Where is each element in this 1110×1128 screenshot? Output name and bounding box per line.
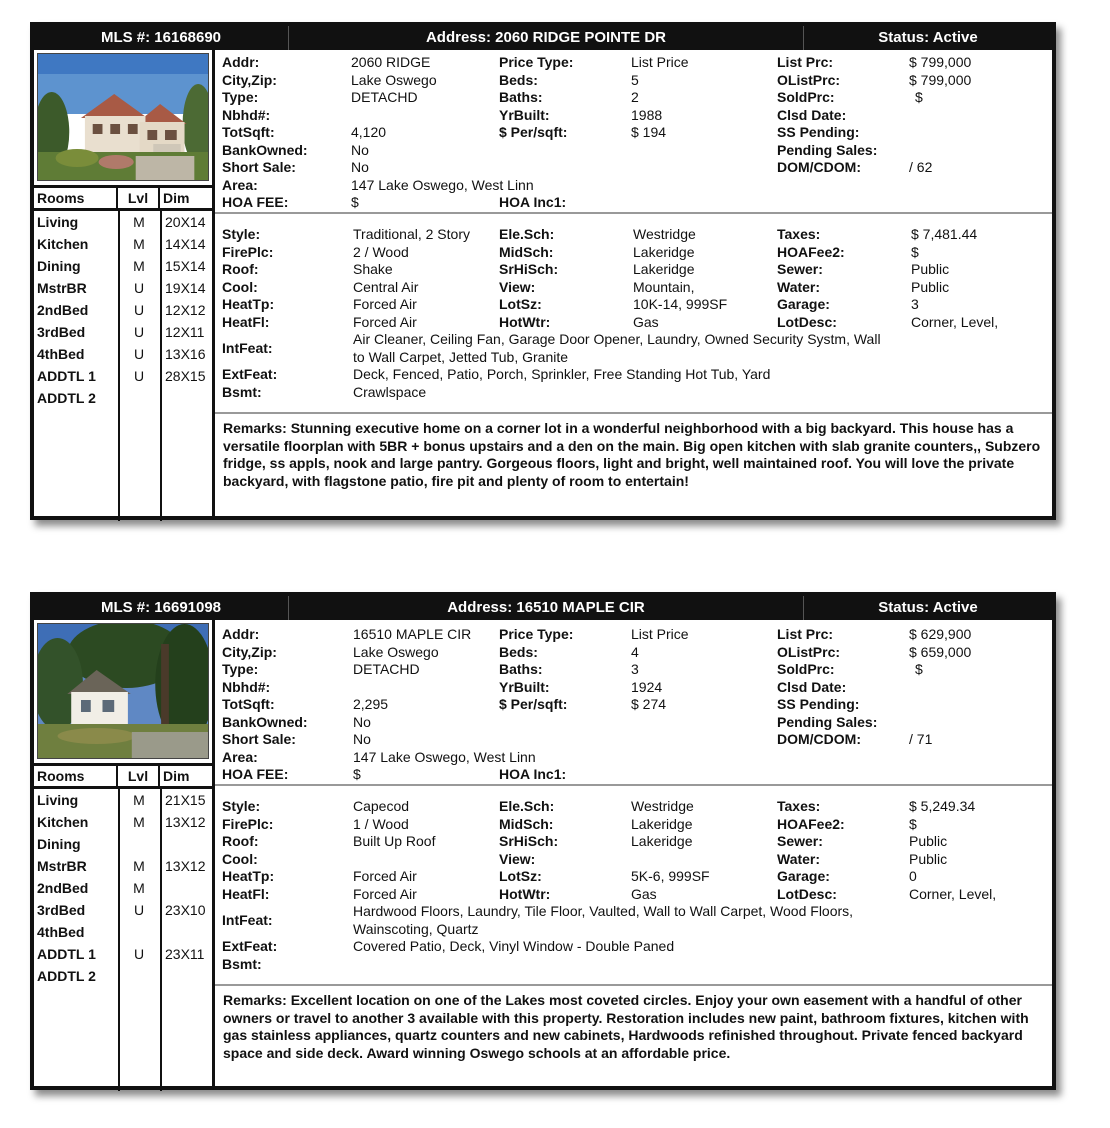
- room-dim: 23X10: [165, 902, 206, 918]
- field-value: No: [351, 141, 369, 158]
- room-row: [34, 299, 212, 321]
- field-label: Type:: [222, 661, 259, 677]
- room-level: [118, 965, 160, 987]
- field-value: $: [351, 194, 359, 210]
- field-value: Lakeridge: [631, 815, 693, 832]
- field-label: ExtFeat:: [222, 366, 278, 382]
- field-label: HeatTp:: [222, 868, 275, 884]
- field-label: DOM/CDOM:: [777, 159, 861, 175]
- remarks-text: Remarks: Excellent location on one of the Lakes most coveted circles. Enjoy your own easement with a handful of other owners or travel to another 3 available with this property. Restoration includes new paint, bathroom fixtures, kitchen with gas stainless appliances, quartz counters and new cabinets, Hardwoods refinished throughout. Private fenced backyard space and side deck. Award winning Oswego schools at an affordable price.: [223, 992, 1029, 1061]
- field-label: View:: [499, 850, 536, 867]
- room-row: [34, 921, 212, 943]
- room-level: U: [133, 280, 145, 296]
- listing-address: Address: 16510 MAPLE CIR: [289, 596, 804, 620]
- field-label: Garage:: [777, 868, 830, 884]
- field-value: Built Up Roof: [353, 833, 436, 849]
- field-label: Sewer:: [777, 261, 823, 277]
- field-value: $: [915, 661, 923, 677]
- field-label: IntFeat:: [222, 912, 273, 928]
- field-value: $ 799,000: [909, 71, 972, 88]
- remarks-text: Remarks: Stunning executive home on a corner lot in a wonderful neighborhood with a big backyard. This house has a versatile floorplan with 5BR + bonus upstairs and a den on the main. Big open kitchen with slab granite counters,, Subzero fridge, ss appls, nook and large pantry. Gorgeous floors, light and bright, well maintained roof. You will love the private backyard, with flagstone patio, fire pit and plenty of room to entertain!: [223, 420, 1041, 489]
- field-label: Water:: [777, 850, 821, 867]
- field-label: Style:: [222, 798, 261, 814]
- field-label: Pending Sales:: [777, 713, 878, 730]
- field-label: OListPrc:: [777, 643, 841, 660]
- field-value: DETACHD: [353, 661, 420, 677]
- field-value: Corner, Level,: [911, 313, 999, 330]
- field-value: $ 629,900: [909, 626, 972, 642]
- field-value: 4: [631, 643, 639, 660]
- field-label: YrBuilt:: [499, 106, 550, 123]
- room-name: ADDTL 1: [37, 368, 96, 384]
- room-name: ADDTL 2: [37, 390, 96, 406]
- field-value: Lakeridge: [633, 243, 695, 260]
- field-label: Beds:: [499, 643, 538, 660]
- rooms-table: [34, 211, 212, 521]
- field-label: YrBuilt:: [499, 678, 550, 695]
- field-label: HeatTp:: [222, 296, 275, 312]
- room-name: Dining: [37, 258, 81, 274]
- field-value: 5: [631, 71, 639, 88]
- room-name: Dining: [37, 836, 81, 852]
- mls-number: MLS #: 16168690: [34, 26, 289, 50]
- field-label: Style:: [222, 226, 261, 242]
- room-row: [34, 343, 212, 365]
- room-dim: 12X12: [165, 302, 206, 318]
- field-label: FirePlc:: [222, 815, 274, 832]
- rooms-col-header: Rooms: [34, 766, 118, 786]
- field-label: SrHiSch:: [499, 833, 559, 849]
- room-row: [34, 899, 212, 921]
- field-label: Price Type:: [499, 54, 574, 70]
- field-value: 147 Lake Oswego, West Linn: [351, 176, 534, 193]
- field-label: LotSz:: [499, 296, 542, 312]
- field-label: FirePlc:: [222, 243, 274, 260]
- field-label: TotSqft:: [222, 124, 275, 140]
- field-label: HeatFl:: [222, 885, 270, 902]
- field-value: Hardwood Floors, Laundry, Tile Floor, Vaulted, Wall to Wall Carpet, Wood Floors,: [353, 903, 854, 919]
- room-name: Living: [37, 792, 79, 808]
- room-level: M: [133, 858, 145, 874]
- field-label: DOM/CDOM:: [777, 731, 861, 747]
- field-value: $ 659,000: [909, 643, 972, 660]
- field-value: / 71: [909, 731, 933, 747]
- field-value: Forced Air: [353, 313, 417, 330]
- room-level: M: [133, 236, 145, 252]
- field-label: Cool:: [222, 850, 258, 867]
- room-row: [34, 255, 212, 277]
- field-value: 10K-14, 999SF: [633, 296, 728, 312]
- room-row: [34, 855, 212, 877]
- room-level: [118, 387, 160, 409]
- field-value: $: [915, 89, 923, 105]
- field-value: List Price: [631, 54, 689, 70]
- field-label: Addr:: [222, 626, 260, 642]
- field-label: Beds:: [499, 71, 538, 88]
- field-label: Ele.Sch:: [499, 226, 555, 242]
- field-value: Covered Patio, Deck, Vinyl Window - Double Paned: [353, 938, 675, 954]
- field-label: SS Pending:: [777, 124, 860, 140]
- field-label: LotDesc:: [777, 885, 837, 902]
- field-label: OListPrc:: [777, 71, 841, 88]
- field-value: 2,295: [353, 696, 389, 712]
- field-value: 5K-6, 999SF: [631, 868, 710, 884]
- field-label: MidSch:: [499, 815, 554, 832]
- field-label: $ Per/sqft:: [499, 124, 568, 140]
- field-value: List Price: [631, 626, 689, 642]
- field-label: LotDesc:: [777, 313, 837, 330]
- field-value: 16510 MAPLE CIR: [353, 626, 472, 642]
- field-value: 3: [911, 296, 919, 312]
- field-label: HOAFee2:: [777, 243, 845, 260]
- room-dim: 12X11: [165, 324, 205, 340]
- field-value: 1988: [631, 106, 663, 123]
- room-name: 4thBed: [37, 924, 85, 940]
- field-value: Gas: [631, 885, 657, 902]
- listing-address: Address: 2060 RIDGE POINTE DR: [289, 26, 804, 50]
- field-label: MidSch:: [499, 243, 554, 260]
- room-row: [34, 365, 212, 387]
- room-level: [118, 921, 160, 943]
- field-value: $ 7,481.44: [911, 226, 978, 242]
- field-value: Lakeridge: [631, 833, 693, 849]
- room-row: [34, 943, 212, 965]
- field-label: Garage:: [777, 296, 830, 312]
- field-label: HOAFee2:: [777, 815, 845, 832]
- field-value: 2 / Wood: [353, 243, 409, 260]
- room-row: [34, 965, 212, 987]
- field-value: Capecod: [353, 798, 410, 814]
- field-value: 3: [631, 661, 639, 677]
- room-row: [34, 233, 212, 255]
- field-value: / 62: [909, 159, 933, 175]
- field-value: $: [911, 243, 919, 260]
- field-value: to Wall Carpet, Jetted Tub, Granite: [353, 348, 569, 365]
- room-name: ADDTL 1: [37, 946, 96, 962]
- house-photo[interactable]: [37, 53, 209, 181]
- room-level: U: [133, 368, 145, 384]
- room-dim: 13X16: [165, 346, 206, 362]
- field-label: List Prc:: [777, 626, 834, 642]
- field-label: Area:: [222, 748, 258, 765]
- listing-header: [34, 596, 1052, 620]
- room-row: [34, 321, 212, 343]
- room-name: Kitchen: [37, 814, 89, 830]
- room-name: Kitchen: [37, 236, 89, 252]
- room-name: 3rdBed: [37, 902, 86, 918]
- room-level: U: [133, 902, 145, 918]
- room-dim: 14X14: [165, 236, 206, 252]
- field-value: Forced Air: [353, 296, 417, 312]
- field-value: Central Air: [353, 278, 419, 295]
- room-row: [34, 811, 212, 833]
- field-label: Area:: [222, 176, 258, 193]
- field-value: Westridge: [631, 798, 694, 814]
- field-value: Wainscoting, Quartz: [353, 920, 479, 937]
- room-dim: 21X15: [165, 792, 206, 808]
- field-label: City,Zip:: [222, 71, 277, 88]
- room-dim: 20X14: [165, 214, 206, 230]
- field-value: Traditional, 2 Story: [353, 226, 470, 242]
- field-value: 2: [631, 89, 639, 105]
- room-name: 2ndBed: [37, 880, 89, 896]
- lvl-col-header: Lvl: [118, 766, 160, 786]
- summary-section: [215, 50, 1052, 214]
- field-value: No: [351, 159, 369, 175]
- field-value: 147 Lake Oswego, West Linn: [353, 748, 536, 765]
- mls-number: MLS #: 16691098: [34, 596, 289, 620]
- room-level: U: [133, 346, 145, 362]
- field-label: Baths:: [499, 89, 543, 105]
- room-level: U: [133, 946, 145, 962]
- room-name: MstrBR: [37, 280, 87, 296]
- room-row: [34, 277, 212, 299]
- field-value: DETACHD: [351, 89, 418, 105]
- field-value: 1924: [631, 678, 663, 695]
- field-value: 0: [909, 868, 917, 884]
- field-value: $ 5,249.34: [909, 798, 976, 814]
- rooms-table-header: [34, 763, 212, 789]
- field-label: Clsd Date:: [777, 106, 847, 123]
- field-label: SoldPrc:: [777, 661, 835, 677]
- field-label: SS Pending:: [777, 696, 860, 712]
- field-value: Westridge: [633, 226, 696, 242]
- field-label: $ Per/sqft:: [499, 696, 568, 712]
- lvl-col-header: Lvl: [118, 188, 160, 208]
- field-label: Water:: [777, 278, 821, 295]
- field-label: HOA FEE:: [222, 766, 289, 782]
- field-label: Addr:: [222, 54, 260, 70]
- room-level: [118, 833, 160, 855]
- room-level: U: [133, 324, 145, 340]
- room-level: M: [133, 214, 145, 230]
- field-label: Baths:: [499, 661, 543, 677]
- field-label: City,Zip:: [222, 643, 277, 660]
- room-dim: 13X12: [165, 814, 206, 830]
- field-value: Crawlspace: [353, 383, 427, 400]
- room-dim: 28X15: [165, 368, 206, 384]
- field-value: $ 799,000: [909, 54, 972, 70]
- features-section: [215, 214, 1052, 414]
- room-dim: 13X12: [165, 858, 206, 874]
- field-value: $: [353, 766, 361, 782]
- field-value: Shake: [353, 261, 393, 277]
- field-value: Public: [909, 850, 948, 867]
- field-label: SrHiSch:: [499, 261, 559, 277]
- field-label: HotWtr:: [499, 313, 551, 330]
- field-value: $: [909, 815, 917, 832]
- field-label: HOA FEE:: [222, 194, 289, 210]
- room-dim: [160, 965, 212, 987]
- rooms-col-header: Rooms: [34, 188, 118, 208]
- room-name: Living: [37, 214, 79, 230]
- features-section: [215, 786, 1052, 986]
- room-dim: 19X14: [165, 280, 206, 296]
- room-row: [34, 833, 212, 855]
- field-value: Corner, Level,: [909, 885, 997, 902]
- field-value: No: [353, 713, 371, 730]
- room-level: U: [133, 302, 145, 318]
- dim-col-header: Dim: [163, 190, 190, 206]
- field-label: Bsmt:: [222, 955, 262, 972]
- field-value: Public: [909, 833, 948, 849]
- summary-section: [215, 620, 1052, 786]
- field-value: 1 / Wood: [353, 815, 409, 832]
- dim-col-header: Dim: [163, 768, 190, 784]
- rooms-table: [34, 789, 212, 1091]
- listing-card: [30, 592, 1056, 1090]
- room-dim: [160, 921, 212, 943]
- field-label: Roof:: [222, 833, 259, 849]
- field-label: Short Sale:: [222, 731, 296, 747]
- field-label: TotSqft:: [222, 696, 275, 712]
- field-label: Nbhd#:: [222, 106, 271, 123]
- field-label: HOA Inc1:: [499, 766, 567, 782]
- room-name: 4thBed: [37, 346, 85, 362]
- room-row: [34, 877, 212, 899]
- room-row: [34, 211, 212, 233]
- room-level: M: [133, 792, 145, 808]
- room-dim: [160, 833, 212, 855]
- field-label: Type:: [222, 89, 259, 105]
- field-label: List Prc:: [777, 54, 834, 70]
- room-dim: 23X11: [165, 946, 205, 962]
- field-label: ExtFeat:: [222, 938, 278, 954]
- field-label: SoldPrc:: [777, 89, 835, 105]
- field-value: Public: [911, 278, 950, 295]
- room-level: M: [133, 258, 145, 274]
- listing-status: Status: Active: [878, 599, 978, 616]
- field-label: Taxes:: [777, 798, 821, 814]
- room-name: 2ndBed: [37, 302, 89, 318]
- details-column: [215, 50, 1052, 516]
- room-dim: [160, 387, 212, 409]
- field-label: HeatFl:: [222, 313, 270, 330]
- field-value: Mountain,: [633, 278, 695, 295]
- field-label: View:: [499, 278, 536, 295]
- field-label: Short Sale:: [222, 159, 296, 175]
- field-label: Price Type:: [499, 626, 574, 642]
- field-value: No: [353, 731, 371, 747]
- room-row: [34, 789, 212, 811]
- details-column: [215, 620, 1052, 1086]
- room-name: 3rdBed: [37, 324, 86, 340]
- field-value: $ 194: [631, 124, 667, 140]
- house-photo[interactable]: [37, 623, 209, 759]
- room-dim: 15X14: [165, 258, 206, 274]
- field-label: HOA Inc1:: [499, 194, 567, 210]
- field-label: Pending Sales:: [777, 141, 878, 158]
- field-value: 2060 RIDGE: [351, 54, 431, 70]
- field-label: Roof:: [222, 261, 259, 277]
- field-label: Clsd Date:: [777, 678, 847, 695]
- field-value: Gas: [633, 313, 659, 330]
- field-value: Forced Air: [353, 868, 417, 884]
- left-column: [34, 50, 215, 516]
- listing-status: Status: Active: [878, 29, 978, 46]
- room-row: [34, 387, 212, 409]
- room-level: M: [133, 814, 145, 830]
- field-value: Air Cleaner, Ceiling Fan, Garage Door Opener, Laundry, Owned Security Systm, Wall: [353, 331, 881, 347]
- rooms-table-header: [34, 185, 212, 211]
- field-value: Lake Oswego: [351, 71, 437, 88]
- listing-card: [30, 22, 1056, 520]
- field-label: BankOwned:: [222, 713, 308, 730]
- field-label: Sewer:: [777, 833, 823, 849]
- field-value: Lake Oswego: [353, 643, 439, 660]
- room-level: M: [133, 880, 145, 896]
- field-label: Ele.Sch:: [499, 798, 555, 814]
- room-name: MstrBR: [37, 858, 87, 874]
- field-label: Taxes:: [777, 226, 821, 242]
- field-value: Forced Air: [353, 885, 417, 902]
- field-value: Public: [911, 261, 950, 277]
- field-value: $ 274: [631, 696, 667, 712]
- field-value: 4,120: [351, 124, 387, 140]
- room-dim: [160, 877, 212, 899]
- field-label: BankOwned:: [222, 141, 308, 158]
- listing-header: [34, 26, 1052, 50]
- field-label: HotWtr:: [499, 885, 551, 902]
- field-value: Deck, Fenced, Patio, Porch, Sprinkler, Free Standing Hot Tub, Yard: [353, 366, 771, 382]
- field-label: Cool:: [222, 278, 258, 295]
- field-label: LotSz:: [499, 868, 542, 884]
- room-name: ADDTL 2: [37, 968, 96, 984]
- field-label: Nbhd#:: [222, 678, 271, 695]
- field-value: Lakeridge: [633, 261, 695, 277]
- left-column: [34, 620, 215, 1086]
- field-label: IntFeat:: [222, 340, 273, 356]
- field-label: Bsmt:: [222, 383, 262, 400]
